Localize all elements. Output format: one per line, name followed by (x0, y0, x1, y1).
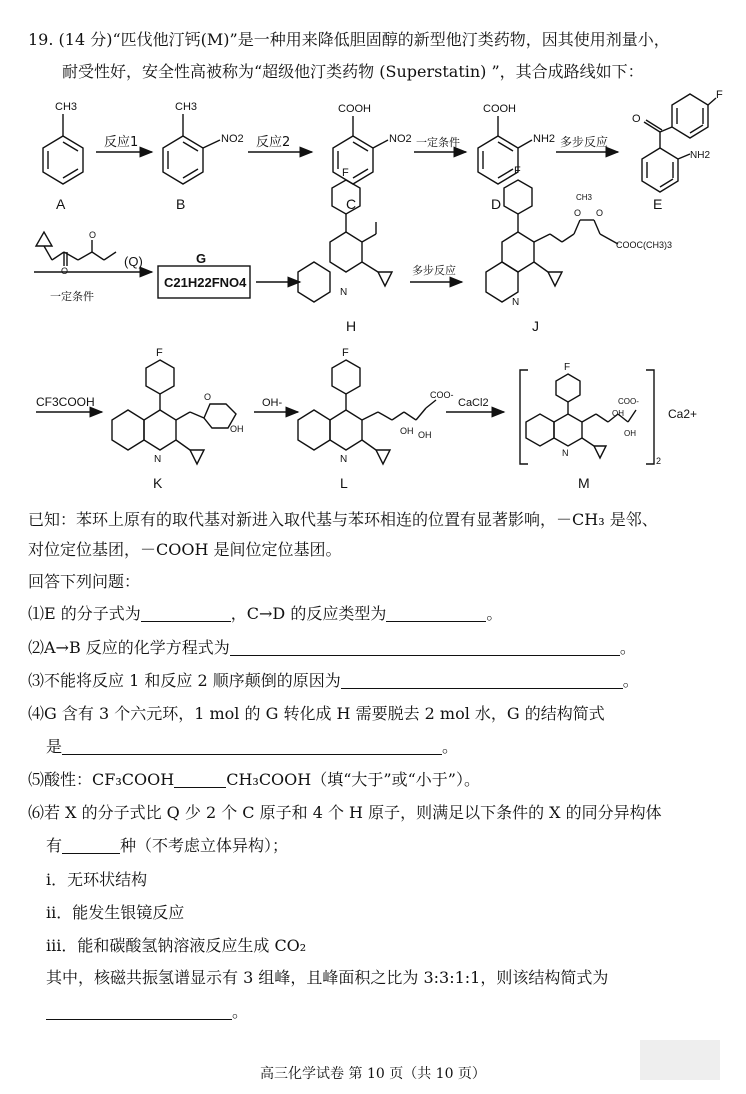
label-d: D (491, 196, 502, 212)
molecule-c (333, 103, 412, 212)
fluorine-label-h: F (342, 167, 349, 179)
part-2-blank-equation[interactable] (230, 639, 620, 656)
arrow-multistep1-label: 多步反应 (560, 135, 609, 149)
nitro-label-c: NO2 (389, 133, 412, 145)
part-6-blank-count[interactable] (62, 837, 120, 854)
subscript-two-m: 2 (656, 456, 662, 466)
nitrogen-label-j: N (512, 297, 520, 308)
part-1-text-b: ，C→D 的反应类型为 (230, 604, 387, 623)
nitrogen-label-k: N (154, 454, 162, 465)
methyl-label-a: CH3 (55, 101, 78, 113)
nitrogen-label-m: N (562, 448, 569, 458)
fluorine-label-k: F (156, 347, 163, 359)
part-5 (28, 770, 480, 790)
reagent-q-condition: 一定条件 (50, 290, 94, 303)
part-1-blank-formula[interactable] (141, 605, 231, 622)
carboxyl-label-c: COOH (338, 103, 371, 115)
part-4-text-b: 是 (46, 737, 63, 756)
molecule-b (163, 101, 244, 212)
part-1 (28, 604, 502, 624)
hydroxyl-label-m1: OH (612, 409, 624, 418)
question-title-line1: 19. (14 分)“匹伐他汀钙(M)”是一种用来降低胆固醇的新型他汀类药物，因其使用剂量小， (28, 30, 670, 49)
part-3-text-a: ⑶不能将反应 1 和反应 2 顺序颠倒的原因为 (28, 671, 341, 690)
oxygen-label-j1: O (574, 208, 582, 218)
label-b: B (176, 196, 186, 212)
part-1-blank-reaction-type[interactable] (386, 605, 486, 622)
label-l: L (340, 475, 348, 491)
arrow-reaction1-label: 反应1 (104, 135, 139, 150)
known-line1: 已知：苯环上原有的取代基对新进入取代基与苯环相连的位置有显著影响，－CH₃ 是邻、 (28, 510, 658, 529)
part-6-end: 。 (232, 1002, 249, 1021)
molecule-l (298, 347, 454, 491)
label-c: C (346, 196, 357, 212)
fluorine-label-l: F (342, 347, 349, 359)
dimethyl-label-j: CH3 (576, 193, 593, 202)
hydroxyl-label-k: OH (230, 424, 244, 434)
arrow-cf3cooh-label: CF3COOH (36, 395, 95, 409)
arrow-oh-label: OH- (262, 397, 283, 409)
part-6-line2 (46, 836, 288, 856)
part-6-text-c: 种（不考虑立体异构）； (120, 836, 289, 855)
molecule-a (43, 101, 83, 212)
part-5-text-a: ⑸酸性：CF₃COOH (28, 770, 175, 789)
label-a: A (56, 196, 66, 212)
page-footer: 高三化学试卷 第 10 页（共 10 页） (260, 1066, 486, 1082)
known-line2: 对位定位基团，－COOH 是间位定位基团。 (28, 540, 342, 559)
condition-ii: ii．能发生银镜反应 (46, 903, 185, 922)
arrow-condition-label: 一定条件 (416, 136, 460, 149)
part-5-text-b: CH₃COOH（填“大于”或“小于”）。 (226, 770, 480, 789)
part-6-text-b: 有 (46, 836, 63, 855)
answer-prompt: 回答下列问题： (28, 572, 141, 591)
ester-label-j: COOC(CH3)3 (616, 240, 673, 250)
nitrogen-label-h: N (340, 287, 348, 298)
calcium-label-m: Ca2+ (668, 407, 698, 421)
molecule-h (298, 167, 392, 334)
part-1-text-a: ⑴E 的分子式为 (28, 604, 141, 623)
reagent-q-o1: O (61, 266, 69, 276)
part-4-line1: ⑷G 含有 3 个六元环，1 mol 的 G 转化成 H 需要脱去 2 mol 水，G 的结构简式 (28, 704, 605, 723)
part-4-blank-structure[interactable] (62, 738, 442, 755)
methyl-label-b: CH3 (175, 101, 198, 113)
part-6-final (46, 1002, 248, 1022)
nmr-line: 其中，核磁共振氢谱显示有 3 组峰，且峰面积之比为 3:3:1:1，则该结构简式为 (46, 968, 609, 987)
label-j: J (532, 318, 539, 334)
molecule-e (632, 89, 723, 212)
part-5-blank-compare[interactable] (174, 771, 226, 788)
fluorine-label-j: F (514, 165, 521, 177)
nitrogen-label-l: N (340, 454, 348, 465)
part-2-text-c: 。 (619, 638, 636, 657)
arrow-reaction2-label: 反应2 (256, 135, 291, 150)
carboxylate-label-l: COO- (430, 390, 454, 400)
molecule-m (520, 362, 697, 491)
arrow-cacl2-label: CaCl2 (458, 397, 489, 409)
part-1-text-c: 。 (486, 604, 503, 623)
amino-label-e: NH2 (690, 150, 711, 161)
hydroxyl-label-l1: OH (400, 426, 414, 436)
hydroxyl-label-l2: OH (418, 430, 432, 440)
label-e: E (653, 196, 663, 212)
oxygen-label-e: O (632, 113, 641, 125)
fluorine-label-e: F (716, 89, 723, 101)
part-2 (28, 638, 636, 658)
condition-i: i．无环状结构 (46, 870, 148, 889)
reagent-q-o2: O (89, 230, 97, 240)
oxygen-label-k1: O (204, 392, 212, 402)
g-label: G (196, 251, 207, 266)
nitro-label-b: NO2 (221, 133, 244, 145)
question-title-line2: 耐受性好，安全性高被称为“超级他汀类药物 (Superstatin) ”，其合成路线如下： (62, 62, 644, 81)
label-h: H (346, 318, 357, 334)
arrow-multistep2-label: 多步反应 (412, 264, 456, 277)
part-3-blank-reason[interactable] (341, 672, 623, 689)
part-6-line1: ⑹若 X 的分子式比 Q 少 2 个 C 原子和 4 个 H 原子，则满足以下条件的 X 的同分异构体 (28, 803, 662, 822)
molecule-j (470, 165, 672, 334)
synthesis-scheme (0, 88, 746, 498)
part-6-blank-structure[interactable] (46, 1003, 232, 1020)
molecule-k (112, 347, 244, 491)
label-k: K (153, 475, 163, 491)
reagent-q (36, 230, 116, 276)
part-4-text-c: 。 (442, 737, 459, 756)
hydroxyl-label-m2: OH (624, 429, 636, 438)
part-3-text-c: 。 (622, 671, 639, 690)
condition-iii: iii．能和碳酸氢钠溶液反应生成 CO₂ (46, 936, 307, 955)
fluorine-label-m: F (564, 362, 571, 373)
g-formula: C21H22FNO4 (164, 275, 247, 290)
molecule-d (478, 103, 555, 212)
oxygen-label-j2: O (596, 208, 604, 218)
label-m: M (578, 475, 590, 491)
carboxylate-label-m: COO- (618, 397, 639, 406)
part-4-line2 (46, 737, 458, 757)
carboxyl-label-d: COOH (483, 103, 516, 115)
part-2-text-a: ⑵A→B 反应的化学方程式为 (28, 638, 230, 657)
part-3 (28, 671, 639, 691)
amino-label-d: NH2 (533, 133, 556, 145)
reagent-q-label: (Q) (124, 254, 143, 269)
